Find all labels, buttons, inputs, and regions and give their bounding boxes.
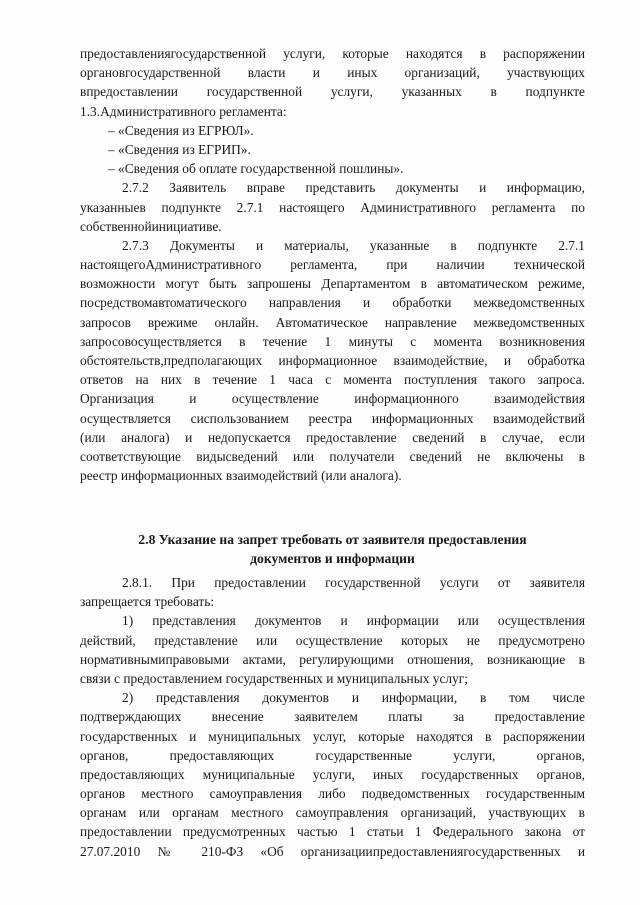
text-line: органов местного самоуправления либо подведомственных государственным (80, 786, 585, 802)
text-line: действий, представление или осуществление которых не предусмотрено (80, 632, 585, 648)
text-line: ответов на них в течение 1 часа с момента поступления такого запроса. (80, 372, 585, 388)
text-line: нормативнымиправовыми актами, регулирующими отношения, возникающие в (80, 651, 585, 667)
text-line: указанныев подпункте 2.7.1 настоящего Административного регламента по (80, 199, 585, 215)
text-line: обстоятельств,предполагающих информационное взаимодействие, и обработка (80, 353, 585, 368)
body-text-part2 (80, 573, 585, 861)
text-line: запросовосуществляется в течение 1 минуты с момента возникновения (80, 333, 585, 349)
list-item: – «Сведения об оплате государственной пошлины». (108, 161, 404, 177)
text-line: 2.8.1. При предоставлении государственной услуги от заявителя (122, 575, 585, 590)
text-line: реестр информационных взаимодействий (или аналога). (80, 468, 402, 484)
text-line: запросов врежиме онлайн. Автоматическое направление межведомственных (80, 314, 585, 330)
text-line: собственнойинициативе. (80, 218, 222, 234)
text-line: осуществляется сиспользованием реестра информационных взаимодействий (80, 410, 585, 426)
text-line: (или аналога) и недопускается предоставление сведений в случае, если (80, 429, 585, 445)
text-line: 27.07.2010 № 210-ФЗ «Об организациипредоставлениягосударственных и (80, 843, 585, 859)
text-line: связи с предоставлением государственных и муниципальных услуг; (80, 670, 468, 686)
section-heading (80, 530, 585, 568)
text-line: соответствующие видысведений или получатели сведений не включены в (80, 448, 585, 464)
text-line: органам или органам местного самоуправления организаций, участвующих в (80, 805, 585, 821)
text-line: государственных и муниципальных услуг, которые находятся в распоряжении (80, 728, 585, 744)
text-line: 2) представления документов и информации, в том числе (122, 690, 585, 706)
text-line: впредоставлении государственной услуги, указанных в подпункте (80, 84, 585, 100)
text-line: подтверждающих внесение заявителем платы за предоставление (80, 709, 585, 725)
text-line: 2.7.2 Заявитель вправе представить документы и информацию, (122, 180, 585, 196)
body-text-part1 (80, 44, 585, 485)
list-item: – «Сведения из ЕГРЮЛ». (108, 122, 254, 138)
text-line: предоставляющих муниципальные услуги, иных государственных органов, (80, 766, 585, 782)
text-line: 2.7.3 Документы и материалы, указанные в подпункте 2.7.1 (122, 237, 585, 253)
list-item: – «Сведения из ЕГРИП». (108, 141, 251, 157)
heading-line: документов и информации (250, 551, 415, 567)
text-line: возможности могут быть запрошены Департаментом в автоматическом режиме, (80, 276, 585, 292)
text-line: предоставлении предусмотренных частью 1 статьи 1 Федерального закона от (80, 824, 585, 840)
heading-line: 2.8 Указание на запрет требовать от заявителя предоставления (138, 532, 527, 547)
text-line: предоставлениягосударственной услуги, которые находятся в распоряжении (80, 46, 585, 61)
text-line: настоящегоАдминистративного регламента, при наличии технической (80, 257, 585, 273)
text-line: Организация и осуществление информационного взаимодействия (80, 391, 585, 407)
text-line: 1.3.Административного регламента: (80, 103, 287, 119)
text-line: запрещается требовать: (80, 594, 215, 610)
text-line: органовгосударственной власти и иных организаций, участвующих (80, 65, 585, 81)
text-line: посредствомавтоматического направления и обработки межведомственных (80, 295, 585, 311)
text-line: 1) представления документов и информации или осуществления (122, 613, 585, 629)
text-line: органов, предоставляющих государственные услуги, органов, (80, 747, 585, 763)
